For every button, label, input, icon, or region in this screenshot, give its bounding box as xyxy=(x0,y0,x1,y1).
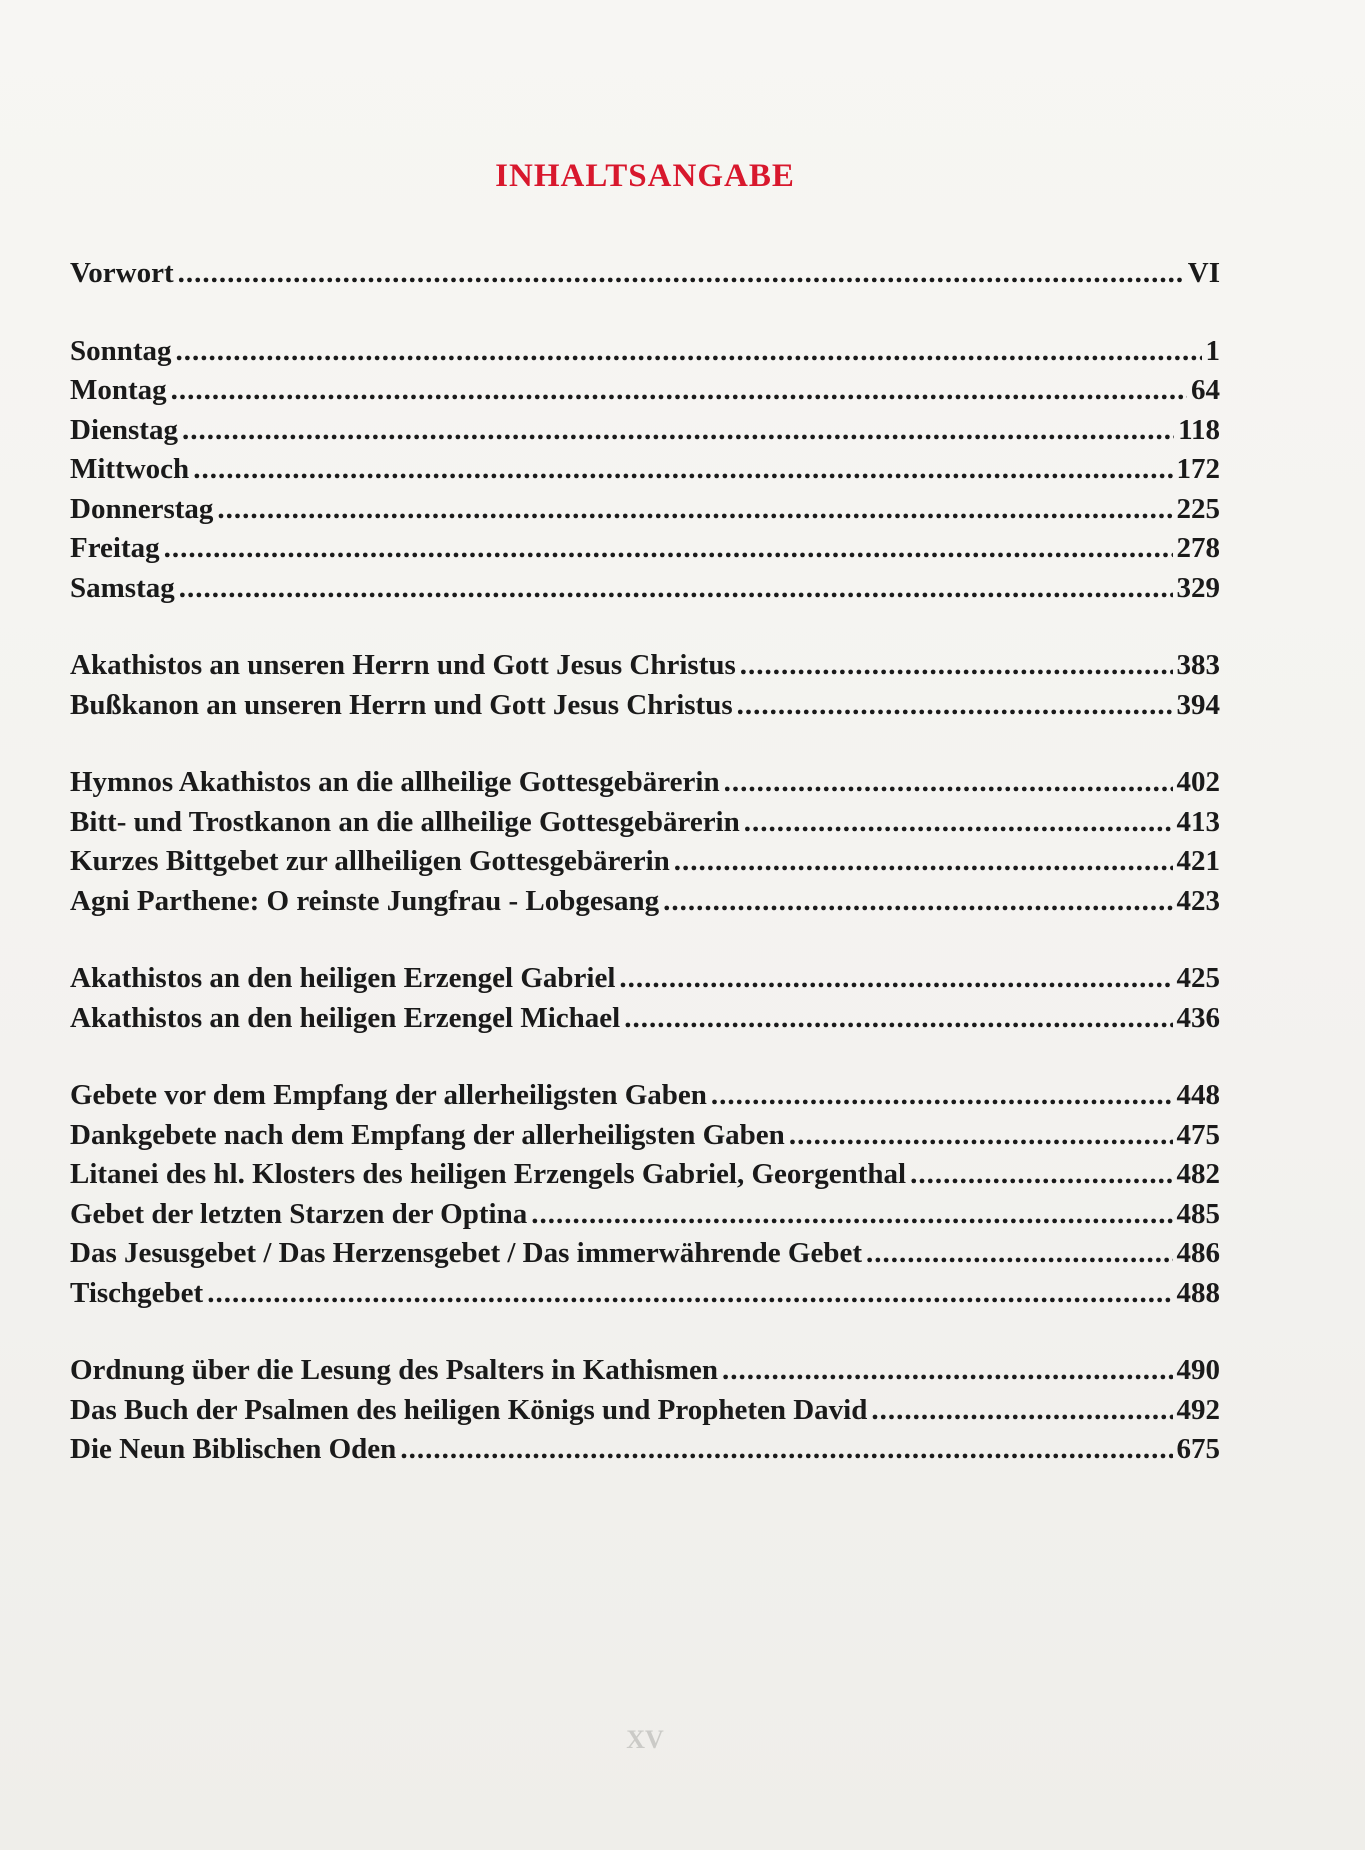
page-number: XV xyxy=(626,1725,664,1754)
toc-entry[interactable] xyxy=(70,959,1220,999)
toc-entry-page: 421 xyxy=(1176,845,1220,877)
toc-group-christ xyxy=(70,646,1220,725)
leader-dots xyxy=(624,999,1172,1038)
toc-group-prayers xyxy=(70,1076,1220,1313)
toc-entry[interactable] xyxy=(70,254,1220,294)
toc-entry[interactable] xyxy=(70,569,1220,609)
leader-dots xyxy=(619,959,1172,998)
toc-entry-label: Das Buch der Psalmen des heiligen Königs und Propheten David xyxy=(70,1393,868,1426)
toc-entry-label: Donnerstag xyxy=(70,492,214,525)
leader-dots xyxy=(217,490,1172,529)
toc-entry[interactable] xyxy=(70,1076,1220,1116)
toc-entry-label: Bußkanon an unseren Herrn und Gott Jesus Christus xyxy=(70,688,733,721)
leader-dots xyxy=(179,569,1173,608)
toc-entry-label: Samstag xyxy=(70,571,175,604)
toc-entry[interactable] xyxy=(70,686,1220,726)
toc-entry-page: 675 xyxy=(1176,1433,1220,1465)
toc-entry-label: Ordnung über die Lesung des Psalters in Kathismen xyxy=(70,1354,719,1386)
toc-group-theotokos xyxy=(70,763,1220,921)
toc-entry-page: 486 xyxy=(1176,1237,1220,1269)
toc-entry-page: 492 xyxy=(1176,1393,1220,1426)
leader-dots xyxy=(171,371,1187,410)
leader-dots xyxy=(674,842,1173,881)
toc-entry-page: 64 xyxy=(1191,374,1220,406)
leader-dots xyxy=(722,1351,1172,1390)
toc-entry[interactable] xyxy=(70,1391,1220,1431)
toc-entry-page: 436 xyxy=(1176,1001,1220,1034)
toc-entry-label: Bitt- und Trostkanon an die allheilige Gottesgebärerin xyxy=(70,805,740,838)
leader-dots xyxy=(789,1116,1173,1155)
leader-dots xyxy=(400,1430,1172,1469)
leader-dots xyxy=(871,1391,1172,1430)
toc-entry-label: Die Neun Biblischen Oden xyxy=(70,1433,397,1465)
leader-dots xyxy=(182,411,1174,450)
toc-entry-label: Gebet der letzten Starzen der Optina xyxy=(70,1197,528,1230)
toc-entry[interactable] xyxy=(70,332,1220,372)
toc-entry[interactable] xyxy=(70,1274,1220,1314)
toc-entry-label: Mittwoch xyxy=(70,453,190,485)
toc-entry-label: Freitag xyxy=(70,532,160,564)
toc-entry[interactable] xyxy=(70,450,1220,490)
leader-dots xyxy=(910,1155,1172,1194)
toc-entry-page: 423 xyxy=(1176,884,1220,917)
leader-dots xyxy=(663,882,1172,921)
toc-entry-page: 383 xyxy=(1176,649,1220,681)
toc-entry-page: 329 xyxy=(1176,571,1220,604)
leader-dots xyxy=(193,450,1172,489)
toc-entry-label: Das Jesusgebet / Das Herzensgebet / Das immerwährende Gebet xyxy=(70,1237,863,1269)
toc-entry-page: 394 xyxy=(1176,688,1220,721)
toc-entry-label: Gebete vor dem Empfang der allerheiligsten Gaben xyxy=(70,1079,707,1111)
toc-entry-label: Dankgebete nach dem Empfang der allerheiligsten Gaben xyxy=(70,1118,785,1151)
leader-dots xyxy=(711,1076,1173,1115)
toc-entry-label: Litanei des hl. Klosters des heiligen Erzengels Gabriel, Georgenthal xyxy=(70,1158,907,1190)
toc-entry[interactable] xyxy=(70,803,1220,843)
toc-entry-page: 225 xyxy=(1176,492,1220,525)
leader-dots xyxy=(744,803,1173,842)
toc-entry[interactable] xyxy=(70,371,1220,411)
toc-entry[interactable] xyxy=(70,529,1220,569)
toc-entry-label: Akathistos an unseren Herrn und Gott Jesus Christus xyxy=(70,649,736,681)
toc-entry-label: Vorwort xyxy=(70,257,174,289)
toc-entry-label: Montag xyxy=(70,374,167,406)
toc-entry-label: Kurzes Bittgebet zur allheiligen Gottesgebärerin xyxy=(70,845,670,877)
toc-entry-page: 118 xyxy=(1178,413,1220,446)
toc-entry[interactable] xyxy=(70,1234,1220,1274)
toc-entry-label: Agni Parthene: O reinste Jungfrau - Lobgesang xyxy=(70,884,660,917)
toc-entry-label: Dienstag xyxy=(70,413,178,446)
toc-entry[interactable] xyxy=(70,882,1220,922)
table-of-contents xyxy=(70,230,1220,1470)
toc-entry-page: 482 xyxy=(1176,1158,1220,1190)
toc-entry[interactable] xyxy=(70,646,1220,686)
page-title: INHALTSANGABE xyxy=(495,158,795,194)
toc-entry-label: Tischgebet xyxy=(70,1276,204,1309)
leader-dots xyxy=(740,646,1173,685)
leader-dots xyxy=(176,332,1202,371)
toc-group-psalter xyxy=(70,1351,1220,1470)
toc-entry-page: 488 xyxy=(1176,1276,1220,1309)
toc-entry-page: 1 xyxy=(1205,334,1220,367)
toc-entry-page: 402 xyxy=(1176,766,1220,798)
toc-entry-page: 172 xyxy=(1176,453,1220,485)
toc-entry[interactable] xyxy=(70,1155,1220,1195)
toc-entry-page: VI xyxy=(1187,257,1220,289)
leader-dots xyxy=(737,686,1173,725)
leader-dots xyxy=(531,1195,1172,1234)
toc-entry-page: 475 xyxy=(1176,1118,1220,1151)
toc-entry[interactable] xyxy=(70,490,1220,530)
leader-dots xyxy=(724,763,1173,802)
toc-entry-page: 278 xyxy=(1176,532,1220,564)
toc-entry-page: 448 xyxy=(1176,1079,1220,1111)
leader-dots xyxy=(207,1274,1172,1313)
toc-entry-page: 425 xyxy=(1176,962,1220,994)
toc-entry-label: Akathistos an den heiligen Erzengel Gabriel xyxy=(70,962,616,994)
toc-group-weekdays xyxy=(70,332,1220,609)
toc-entry-label: Akathistos an den heiligen Erzengel Michael xyxy=(70,1001,621,1034)
toc-group-preface xyxy=(70,254,1220,294)
toc-entry[interactable] xyxy=(70,1195,1220,1235)
leader-dots xyxy=(178,254,1184,293)
leader-dots xyxy=(164,529,1173,568)
toc-group-archangels xyxy=(70,959,1220,1038)
leader-dots xyxy=(866,1234,1172,1273)
toc-entry[interactable] xyxy=(70,999,1220,1039)
toc-entry-page: 490 xyxy=(1176,1354,1220,1386)
toc-entry-label: Hymnos Akathistos an die allheilige Gottesgebärerin xyxy=(70,766,720,798)
toc-entry[interactable] xyxy=(70,1351,1220,1391)
toc-entry[interactable] xyxy=(70,1116,1220,1156)
toc-entry[interactable] xyxy=(70,411,1220,451)
toc-entry[interactable] xyxy=(70,842,1220,882)
toc-entry-page: 485 xyxy=(1176,1197,1220,1230)
toc-entry[interactable] xyxy=(70,763,1220,803)
toc-entry-label: Sonntag xyxy=(70,334,172,367)
toc-entry-page: 413 xyxy=(1176,805,1220,838)
toc-entry[interactable] xyxy=(70,1430,1220,1470)
